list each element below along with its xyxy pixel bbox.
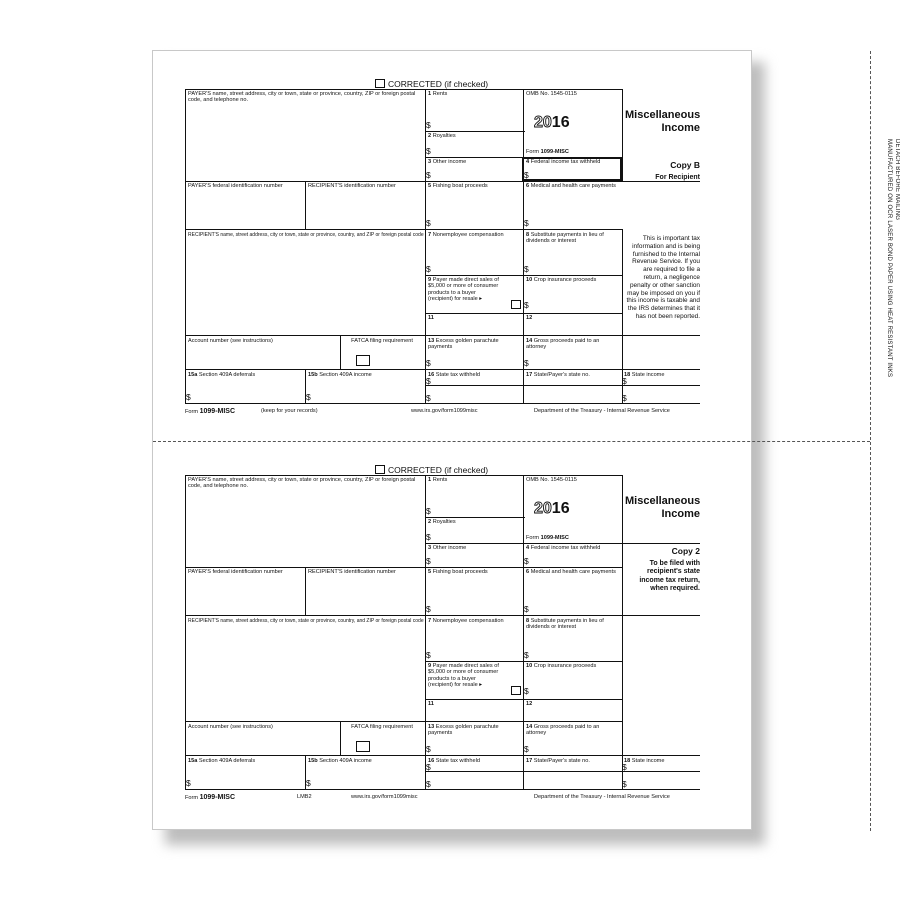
box-17-state-no[interactable]: 17 State/Payer's state no.: [526, 372, 590, 378]
footer-code: LMB2: [297, 794, 312, 800]
box-5-fishing[interactable]: 5 Fishing boat proceeds: [428, 183, 488, 189]
box-1-rents[interactable]: 1 Rents: [428, 477, 448, 483]
fatca-label: FATCA filing requirement: [351, 724, 413, 730]
recipient-tin-field[interactable]: RECIPIENT'S identification number: [308, 183, 396, 189]
box-10-label: Crop insurance proceeds: [533, 663, 597, 669]
box-13-label: Excess golden parachute payments: [428, 338, 499, 351]
payer-tin-field[interactable]: PAYER'S federal identification number: [188, 183, 283, 189]
box-5-label: Fishing boat proceeds: [432, 569, 488, 575]
box-11[interactable]: 11: [428, 315, 434, 321]
box-13-label: Excess golden parachute payments: [428, 724, 499, 737]
dollar-sign: $: [426, 532, 431, 542]
footer-department: Department of the Treasury - Internal Revenue Service: [534, 794, 670, 800]
box-11[interactable]: 11: [428, 701, 434, 707]
box-17-label: State/Payer's state no.: [533, 372, 590, 378]
box-5-fishing[interactable]: 5 Fishing boat proceeds: [428, 569, 488, 575]
fatca-checkbox[interactable]: [356, 355, 370, 366]
box-1-label: Rents: [432, 477, 448, 483]
box-17-state-no[interactable]: 17 State/Payer's state no.: [526, 758, 590, 764]
form-copy-2: [185, 465, 700, 801]
dollar-sign: $: [426, 264, 431, 274]
box-6-medical[interactable]: 6 Medical and health care payments: [526, 569, 616, 575]
account-number-field[interactable]: Account number (see instructions): [188, 338, 273, 344]
box-2-royalties[interactable]: 2 Royalties: [428, 133, 456, 139]
box-15b-income[interactable]: 15b Section 409A income: [308, 372, 372, 378]
dollar-sign: $: [426, 376, 431, 386]
box-9-direct-sales[interactable]: 9 Payer made direct sales of $5,000 or more of consumer products to a buyer (recipient) for resale ▸: [428, 663, 499, 689]
dollar-sign: $: [524, 744, 529, 754]
box-9-label: Payer made direct sales of $5,000 or more of consumer products to a buyer (recipient) for resale ▸: [428, 277, 499, 303]
recipient-tin-field[interactable]: RECIPIENT'S identification number: [308, 569, 396, 575]
box-3-label: Other income: [432, 159, 467, 165]
dollar-sign: $: [426, 506, 431, 516]
dollar-sign: $: [622, 376, 627, 386]
dollar-sign: $: [524, 264, 529, 274]
omb-number: OMB No. 1545-0115: [526, 477, 577, 483]
year-suffix: 16: [551, 500, 570, 517]
dollar-sign: $: [524, 358, 529, 368]
box-2-royalties[interactable]: 2 Royalties: [428, 519, 456, 525]
dollar-sign: $: [186, 778, 191, 788]
dollar-sign: $: [426, 556, 431, 566]
form-label: Form: [526, 149, 540, 155]
footer-form-name: [185, 408, 235, 416]
box-15a-label: Section 409A deferrals: [198, 758, 256, 764]
copy-subtitle: For Recipient: [655, 174, 700, 181]
corrected-checkbox[interactable]: [375, 79, 488, 89]
box-17-label: State/Payer's state no.: [533, 758, 590, 764]
dollar-sign: $: [524, 170, 529, 180]
footer-form-label: Form: [185, 795, 199, 801]
corrected-label: CORRECTED (if checked): [388, 79, 489, 89]
box-15b-income[interactable]: 15b Section 409A income: [308, 758, 372, 764]
year-prefix: 20: [534, 500, 552, 517]
checkbox-icon[interactable]: [375, 465, 385, 474]
box-4-label: Federal income tax withheld: [530, 545, 601, 551]
box-4-label: Federal income tax withheld: [530, 159, 601, 165]
box-8-substitute[interactable]: 8 Substitute payments in lieu of dividends or interest: [526, 232, 604, 245]
dollar-sign: $: [524, 300, 529, 310]
dollar-sign: $: [426, 393, 431, 403]
box-3-label: Other income: [432, 545, 467, 551]
box-16-state-tax[interactable]: 16 State tax withheld: [428, 372, 480, 378]
box-16-label: State tax withheld: [435, 372, 480, 378]
form-name: 1099-MISC: [540, 149, 569, 155]
box-7-nonemployee[interactable]: 7 Nonemployee compensation: [428, 618, 504, 624]
box-15b-label: Section 409A income: [319, 758, 372, 764]
box-12[interactable]: 12: [526, 315, 533, 321]
dollar-sign: $: [306, 778, 311, 788]
copy-label: Copy B: [670, 160, 700, 170]
box-8-label: Substitute payments in lieu of dividends or interest: [526, 618, 604, 631]
year-suffix: 16: [551, 114, 570, 131]
copy-label: Copy 2: [671, 546, 700, 556]
dollar-sign: $: [426, 604, 431, 614]
recipient-name-field[interactable]: RECIPIENT'S name, street address, city or town, state or province, country, and ZIP or foreign postal code: [188, 618, 424, 624]
side-notice-detach: DETACH BEFORE MAILING: [894, 139, 900, 221]
box-2-label: Royalties: [432, 133, 456, 139]
box-9-checkbox[interactable]: [511, 686, 521, 695]
box-16-state-tax[interactable]: 16 State tax withheld: [428, 758, 480, 764]
box-14-attorney[interactable]: 14 Gross proceeds paid to an attorney: [526, 338, 600, 351]
box-3-other-income[interactable]: 3 Other income: [428, 159, 467, 165]
payer-name-field[interactable]: PAYER'S name, street address, city or town, state or province, country, ZIP or foreign postal code, and telephone no.: [188, 91, 416, 104]
form-number: [526, 149, 569, 155]
box-18-state-income[interactable]: 18 State income: [624, 372, 665, 378]
dollar-sign: $: [524, 556, 529, 566]
account-number-field[interactable]: Account number (see instructions): [188, 724, 273, 730]
footer-form-name: [185, 794, 235, 802]
box-18-label: State income: [631, 372, 665, 378]
side-notice-paper: MANUFACTURED ON OCR LASER BOND PAPER USING HEAT RESISTANT INKS: [886, 139, 893, 378]
box-9-label: Payer made direct sales of $5,000 or more of consumer products to a buyer (recipient) for resale ▸: [428, 663, 499, 689]
form-copy-b: [185, 79, 700, 415]
omb-number: OMB No. 1545-0115: [526, 91, 577, 97]
box-10-crop[interactable]: 10 Crop insurance proceeds: [526, 277, 597, 283]
box-4-federal-tax[interactable]: 4 Federal income tax withheld: [526, 545, 601, 551]
form-sheet: [152, 50, 900, 830]
dollar-sign: $: [426, 650, 431, 660]
box-15b-label: Section 409A income: [319, 372, 372, 378]
form-title: Miscellaneous Income: [625, 109, 701, 134]
box-8-substitute[interactable]: 8 Substitute payments in lieu of dividends or interest: [526, 618, 604, 631]
box-10-label: Crop insurance proceeds: [533, 277, 597, 283]
box-13-parachute[interactable]: 13 Excess golden parachute payments: [428, 338, 499, 351]
box-3-other-income[interactable]: 3 Other income: [428, 545, 467, 551]
dollar-sign: $: [622, 762, 627, 772]
vertical-perforation: [870, 51, 871, 831]
footer-note: (keep for your records): [261, 408, 318, 414]
footer-form-number: 1099-MISC: [199, 794, 236, 801]
recipient-name-field[interactable]: RECIPIENT'S name, street address, city or town, state or province, country, and ZIP or foreign postal code: [188, 232, 424, 238]
side-notice: [885, 139, 900, 377]
box-7-label: Nonemployee compensation: [432, 618, 504, 624]
footer-form-number: 1099-MISC: [199, 408, 236, 415]
box-2-label: Royalties: [432, 519, 456, 525]
box-15a-label: Section 409A deferrals: [198, 372, 256, 378]
box-16-label: State tax withheld: [435, 758, 480, 764]
dollar-sign: $: [426, 146, 431, 156]
box-7-label: Nonemployee compensation: [432, 232, 504, 238]
box-6-medical[interactable]: 6 Medical and health care payments: [526, 183, 616, 189]
payer-name-field[interactable]: PAYER'S name, street address, city or town, state or province, country, ZIP or foreign postal code, and telephone no.: [188, 477, 416, 490]
box-9-checkbox[interactable]: [511, 300, 521, 309]
corrected-label: CORRECTED (if checked): [388, 465, 489, 475]
box-7-nonemployee[interactable]: 7 Nonemployee compensation: [428, 232, 504, 238]
box-1-label: Rents: [432, 91, 448, 97]
dollar-sign: $: [622, 393, 627, 403]
footer-department: Department of the Treasury - Internal Revenue Service: [534, 408, 670, 414]
dollar-sign: $: [426, 779, 431, 789]
dollar-sign: $: [524, 650, 529, 660]
fatca-label: FATCA filing requirement: [351, 338, 413, 344]
box-15a-deferrals[interactable]: 15a Section 409A deferrals: [188, 372, 256, 378]
payer-tin-field[interactable]: PAYER'S federal identification number: [188, 569, 283, 575]
box-9-direct-sales[interactable]: 9 Payer made direct sales of $5,000 or more of consumer products to a buyer (recipient) for resale ▸: [428, 277, 499, 303]
year-prefix: 20: [534, 114, 552, 131]
dollar-sign: $: [524, 218, 529, 228]
form-label: Form: [526, 535, 540, 541]
corrected-checkbox[interactable]: [375, 465, 488, 475]
tax-year: [534, 500, 570, 518]
box-14-attorney[interactable]: 14 Gross proceeds paid to an attorney: [526, 724, 600, 737]
important-tax-notice: This is important tax information and is being furnished to the Internal Revenue Service. If you are required to file a return, a negligence penalty or other sanction may be imposed on you if this income is taxable and the IRS determines that it has not been reported.: [626, 235, 700, 320]
box-10-crop[interactable]: 10 Crop insurance proceeds: [526, 663, 597, 669]
box-6-label: Medical and health care payments: [530, 569, 616, 575]
box-13-parachute[interactable]: 13 Excess golden parachute payments: [428, 724, 499, 737]
dollar-sign: $: [426, 744, 431, 754]
form-number: [526, 535, 569, 541]
fatca-checkbox[interactable]: [356, 741, 370, 752]
box-12[interactable]: 12: [526, 701, 533, 707]
dollar-sign: $: [426, 218, 431, 228]
footer-url[interactable]: www.irs.gov/form1099misc: [411, 408, 478, 414]
footer-url[interactable]: www.irs.gov/form1099misc: [351, 794, 418, 800]
dollar-sign: $: [524, 686, 529, 696]
dollar-sign: $: [306, 392, 311, 402]
form-title: Miscellaneous Income: [625, 495, 701, 520]
dollar-sign: $: [426, 170, 431, 180]
dollar-sign: $: [426, 762, 431, 772]
box-18-label: State income: [631, 758, 665, 764]
horizontal-perforation: [153, 441, 870, 442]
dollar-sign: $: [426, 358, 431, 368]
checkbox-icon[interactable]: [375, 79, 385, 88]
box-14-label: Gross proceeds paid to an attorney: [526, 724, 600, 737]
footer-form-label: Form: [185, 409, 199, 415]
tax-year: [534, 114, 570, 132]
box-4-federal-tax[interactable]: 4 Federal income tax withheld: [526, 159, 601, 165]
box-8-label: Substitute payments in lieu of dividends or interest: [526, 232, 604, 245]
box-6-label: Medical and health care payments: [530, 183, 616, 189]
box-1-rents[interactable]: 1 Rents: [428, 91, 448, 97]
form-name: 1099-MISC: [540, 535, 569, 541]
box-14-label: Gross proceeds paid to an attorney: [526, 338, 600, 351]
dollar-sign: $: [524, 604, 529, 614]
box-5-label: Fishing boat proceeds: [432, 183, 488, 189]
box-15a-deferrals[interactable]: 15a Section 409A deferrals: [188, 758, 256, 764]
copy-subtitle: To be filed with recipient's state income tax return, when required.: [639, 560, 700, 593]
dollar-sign: $: [186, 392, 191, 402]
dollar-sign: $: [622, 779, 627, 789]
box-18-state-income[interactable]: 18 State income: [624, 758, 665, 764]
dollar-sign: $: [426, 120, 431, 130]
